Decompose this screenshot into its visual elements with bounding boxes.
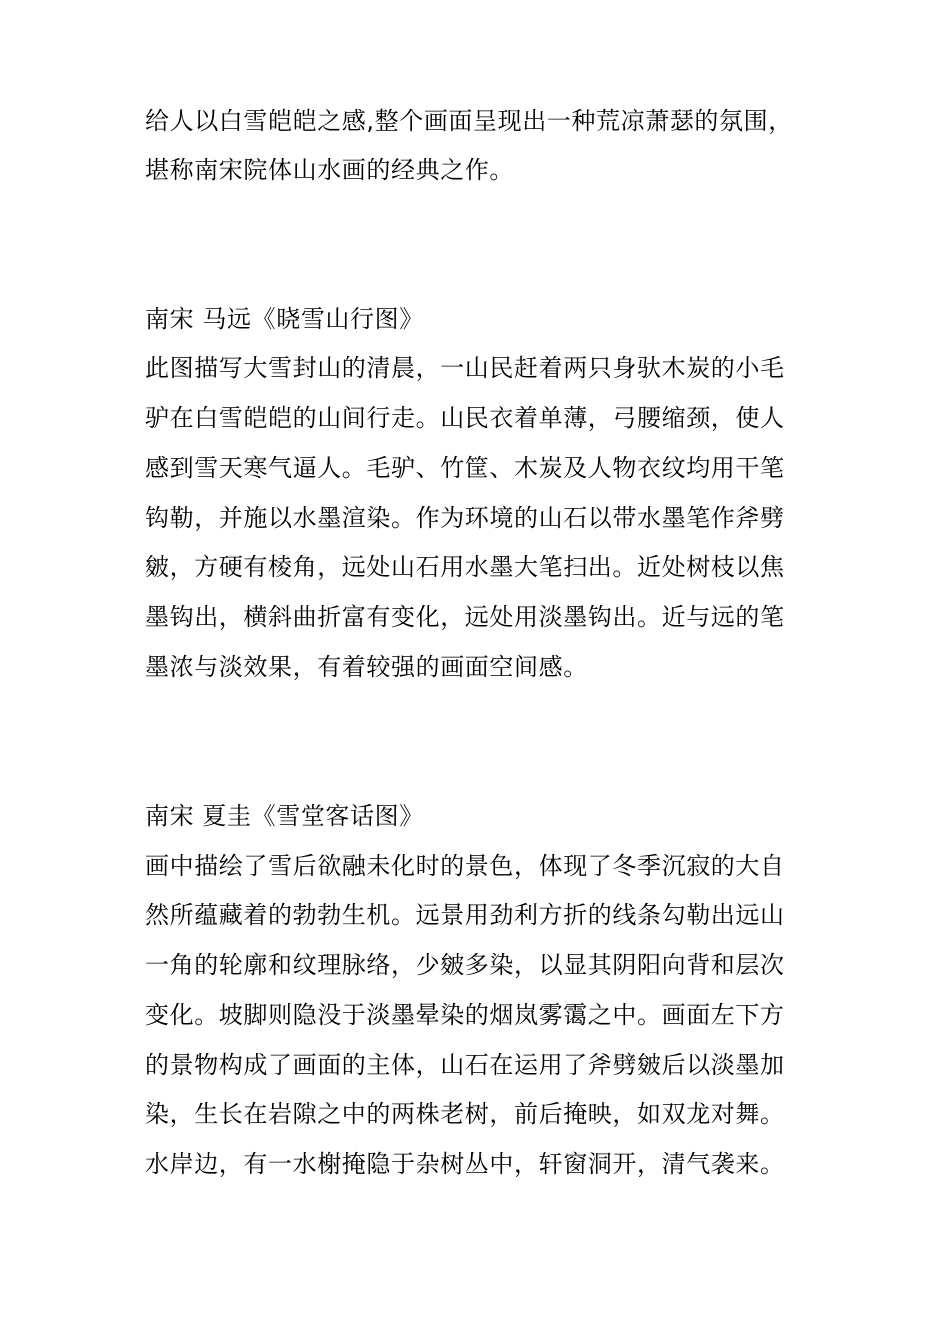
section-2-line-2: 然所蕴藏着的勃勃生机。远景用劲利方折的线条勾勒出远山 xyxy=(145,901,785,929)
intro-line-1: 给人以白雪皑皑之感,整个画面呈现出一种荒凉萧瑟的氛围， xyxy=(145,107,793,135)
section-1-heading: 南宋 马远《晓雪山行图》 xyxy=(145,305,424,333)
section-2-line-6: 染，生长在岩隙之中的两株老树，前后掩映，如双龙对舞。 xyxy=(145,1100,785,1128)
section-1-line-6: 墨钩出，横斜曲折富有变化，远处用淡墨钩出。近与远的笔 xyxy=(145,603,785,631)
section-2-line-4: 变化。坡脚则隐没于淡墨晕染的烟岚雾霭之中。画面左下方 xyxy=(145,1001,785,1029)
section-2-line-5: 的景物构成了画面的主体，山石在运用了斧劈皴后以淡墨加 xyxy=(145,1051,785,1079)
section-1-line-4: 钩勒，并施以水墨渲染。作为环境的山石以带水墨笔作斧劈 xyxy=(145,504,785,532)
section-1-line-7: 墨浓与淡效果，有着较强的画面空间感。 xyxy=(145,653,588,681)
intro-line-2: 堪称南宋院体山水画的经典之作。 xyxy=(145,156,514,184)
section-2-line-1: 画中描绘了雪后欲融未化时的景色，体现了冬季沉寂的大自 xyxy=(145,852,785,880)
section-1-line-3: 感到雪天寒气逼人。毛驴、竹筐、木炭及人物衣纹均用干笔 xyxy=(145,454,785,482)
section-2-heading: 南宋 夏圭《雪堂客话图》 xyxy=(145,802,424,830)
section-1-line-1: 此图描写大雪封山的清晨，一山民赶着两只身驮木炭的小毛 xyxy=(145,354,785,382)
section-2-line-3: 一角的轮廓和纹理脉络，少皴多染，以显其阴阳向背和层次 xyxy=(145,951,785,979)
section-2-line-7: 水岸边，有一水榭掩隐于杂树丛中，轩窗洞开，清气袭来。 xyxy=(145,1150,785,1178)
section-1-line-2: 驴在白雪皑皑的山间行走。山民衣着单薄，弓腰缩颈，使人 xyxy=(145,404,785,432)
section-1-line-5: 皴，方硬有棱角，远处山石用水墨大笔扫出。近处树枝以焦 xyxy=(145,553,785,581)
